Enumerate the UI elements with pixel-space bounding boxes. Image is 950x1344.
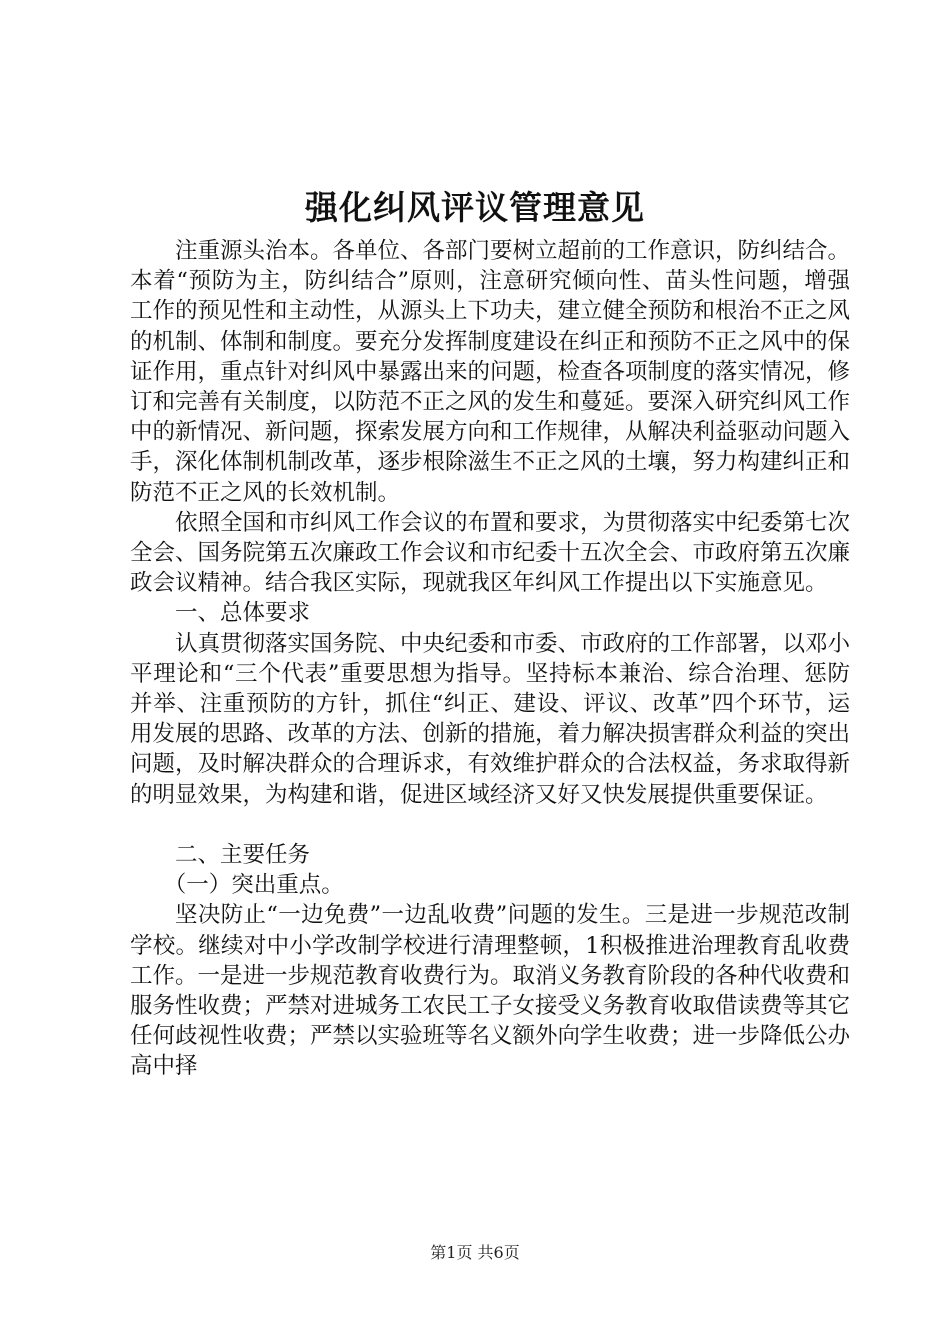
paragraph-general-requirements: 认真贯彻落实国务院、中央纪委和市委、市政府的工作部署，以邓小平理论和“三个代表”重要思想为指导。坚持标本兼治、综合治理、惩防并举、注重预防的方针，抓住“纠正、建设、评议、改革”四个环节，运用发展的思路、改革的方法、创新的措施，着力解决损害群众利益的突出问题，及时解决群众的合理诉求，有效维护群众的合法权益，务求取得新的明显效果，为构建和谐，促进区域经济又好又快发展提供重要保证。 [130,630,851,808]
document-title: 强化纠风评议管理意见 [305,188,645,227]
blank-line [130,810,850,840]
paragraph-source-governance: 注重源头治本。各单位、各部门要树立超前的工作意识，防纠结合。本着“预防为主，防纠结合”原则，注意研究倾向性、苗头性问题，增强工作的预见性和主动性，从源头上下功夫，建立健全预防和根治不正之风的机制、体制和制度。要充分发挥制度建设在纠正和预防不正之风中的保证作用，重点针对纠风中暴露出来的问题，检查各项制度的落实情况，修订和完善有关制度，以防范不正之风的发生和蔓延。要深入研究纠风工作中的新情况、新问题，探索发展方向和工作规律，从解决利益驱动问题入手，深化体制机制改革，逐步根除滋生不正之风的土壤，努力构建纠正和防范不正之风的长效机制。 [130,238,851,506]
section-heading-general-requirements: 一、总体要求 [175,600,311,627]
paragraph-implementation-basis: 依照全国和市纠风工作会议的布置和要求，为贯彻落实中纪委第七次全会、国务院第五次廉政工作会议和市纪委十五次全会、市政府第五次廉政会议精神。结合我区实际，现就我区年纠风工作提出以下实施意见。 [130,509,851,597]
paragraph-education-fees: 坚决防止“一边免费”一边乱收费”问题的发生。三是进一步规范改制学校。继续对中小学改制学校进行清理整顿，1积极推进治理教育乱收费工作。一是进一步规范教育收费行为。取消义务教育阶段的各种代收费和服务性收费；严禁对进城务工农民工子女接受义务教育收取借读费等其它任何歧视性收费；严禁以实验班等名义额外向学生收费；进一步降低公办高中择 [130,902,851,1080]
subsection-heading-key-points: （一）突出重点。 [163,872,344,899]
section-heading-main-tasks: 二、主要任务 [175,842,311,869]
document-body [130,236,850,1082]
page-footer: 第1页 共6页 [430,1243,520,1262]
